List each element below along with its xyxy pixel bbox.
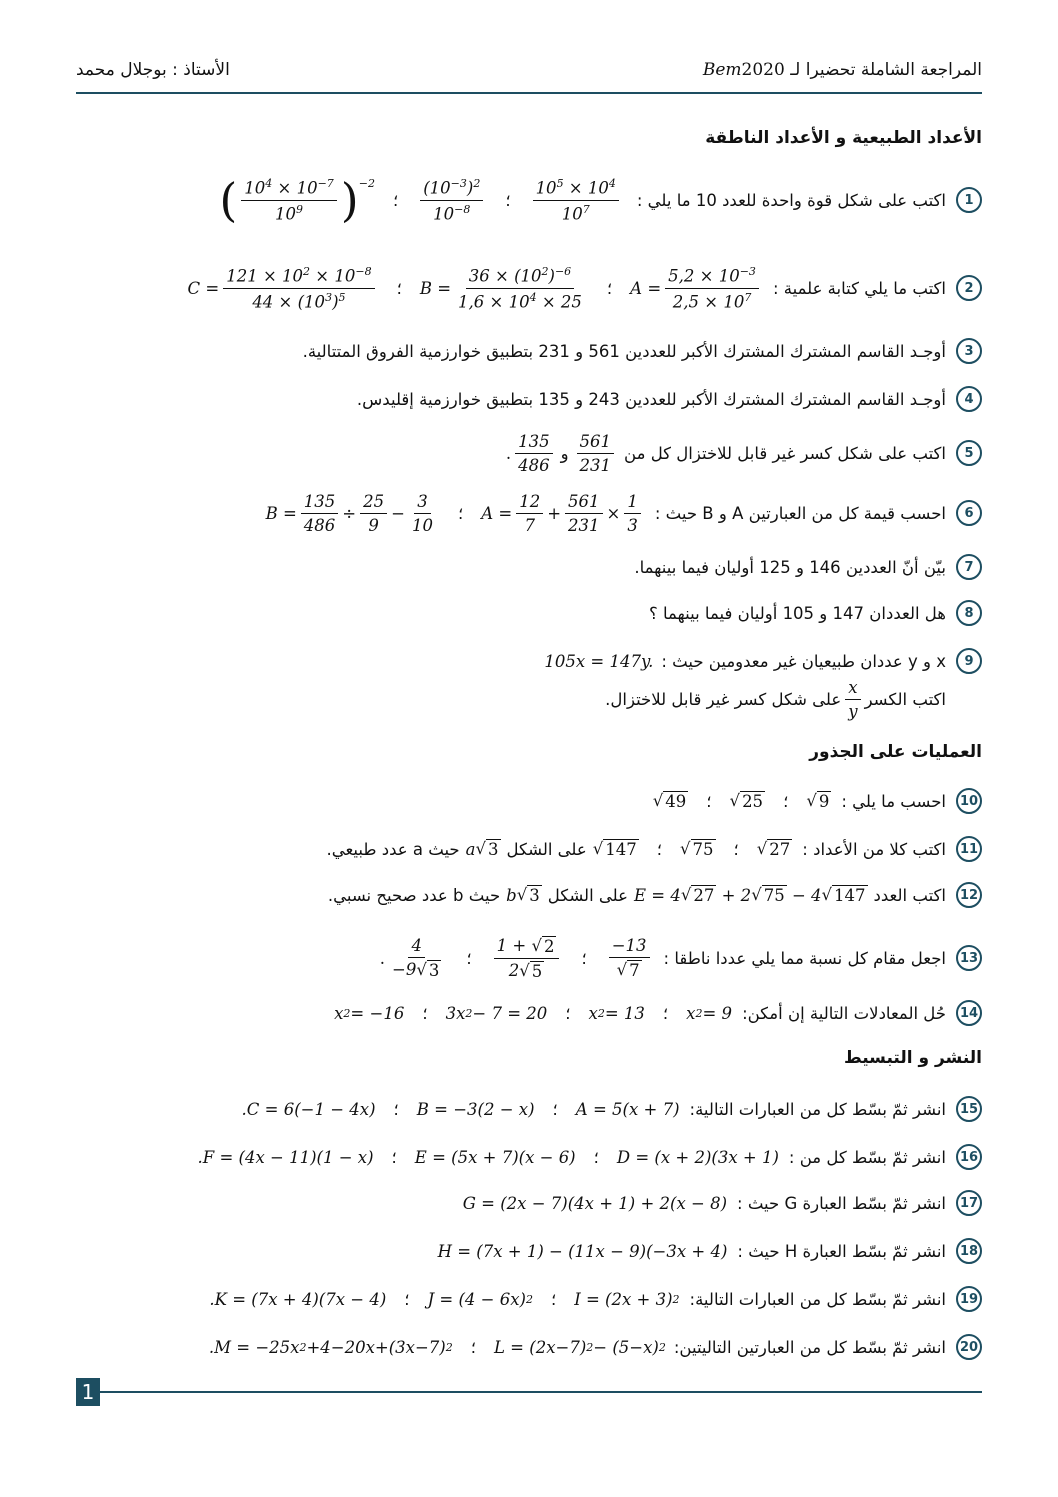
exercise-number: 20 [956, 1334, 982, 1360]
exercise-number: 9 [956, 648, 982, 674]
exercise-7: 7 بيّن أنّ العددين 146 و 125 أوليان فيما بينهما. [76, 552, 982, 582]
exercise-9: 9 x و y عددان طبيعيان غير معدومين حيث : 105x = 147y. [76, 646, 982, 676]
exercise-number: 18 [956, 1238, 982, 1264]
exercise-9-line-2: اكتب الكسر $\frac{x}{y}$ على شكل كسر غير قابل للاختزال. [605, 677, 946, 721]
exercise-number: 14 [956, 1000, 982, 1026]
exercise-8: 8 هل العددان 147 و 105 أوليان فيما بينهما ؟ [76, 598, 982, 628]
section-title-roots: العمليات على الجذور [809, 742, 982, 762]
exercise-14: 14 حُل المعادلات التالية إن أمكن: x 2 = −16 ؛ 3x 2 − 7 = 20 ؛ x 2 = 13 ؛ x 2 = 9 [76, 998, 982, 1028]
exercise-number: 4 [956, 386, 982, 412]
section-title-natural-rational: الأعداد الطبيعية و الأعداد الناطقة [705, 128, 982, 148]
document-title: المراجعة الشاملة تحضيرا لـ Bem2020 [702, 60, 982, 80]
exam-name: Bem [702, 60, 742, 80]
exercise-3: 3 أوجـد القاسم المشترك المشترك الأكبر للعددين 561 و 231 بتطبيق خوارزمية الفروق المتتالية. [76, 336, 982, 366]
exercise-10: 10 احسب ما يلي : √ 49 ؛ √ 25 ؛ √ 9 [76, 786, 982, 816]
section-title-expansion: النشر و التبسيط [844, 1048, 982, 1068]
exercise-number: 8 [956, 600, 982, 626]
exercise-16: 16 انشر ثمّ بسّط كل من : .F = (4x − 11)(1 − x) ؛ E = (5x + 7)(x − 6) ؛ D = (x + 2)(3x + 1) [76, 1142, 982, 1172]
exercise-5: 5 اكتب على شكل كسر غير قابل للاختزال كل من . $\frac{135}{486}$ و $\frac{561}{231}$ [76, 428, 982, 478]
exercise-17: 17 انشر ثمّ بسّط العبارة G حيث : G = (2x − 7)(4x + 1) + 2(x − 8) [76, 1188, 982, 1218]
teacher-name: الأستاذ : بوجلال محمد [76, 60, 230, 80]
header-divider [76, 92, 982, 94]
exercise-20: 20 انشر ثمّ بسّط كل من العبارتين التاليتين: .M = −25x 2 +4−20x+(3x−7) 2 ؛ L = (2x−7) 2 − (5−x) 2 [76, 1332, 982, 1362]
exercise-number: 19 [956, 1286, 982, 1312]
exercise-number: 16 [956, 1144, 982, 1170]
exercise-number: 13 [956, 945, 982, 971]
exercise-number: 11 [956, 836, 982, 862]
exercise-4: 4 أوجـد القاسم المشترك المشترك الأكبر للعددين 243 و 135 بتطبيق خوارزمية إقليدس. [76, 384, 982, 414]
exercise-number: 6 [956, 500, 982, 526]
exercise-number: 5 [956, 440, 982, 466]
footer-divider [100, 1391, 982, 1393]
exercise-2: 2 اكتب ما يلي كتابة علمية : C = $\frac{121 \times 10^2 \times 10^{-8}}{44 \times (10^3)^5}$ ؛ B = $\frac{36 \times (10^2)^{-6}}{1,6 \times 10^4 \times 25}$ ؛ A = $\frac{5,2 \times 10^{-3}}{2,5 \times 10^7}$ [76, 258, 982, 318]
exercise-number: 3 [956, 338, 982, 364]
exercise-11: 11 اكتب كلا من الأعداد : √ 147 ؛ √ 75 ؛ √ 27 على الشكل a √ 3 حيث a عدد طبيعي. [76, 834, 982, 864]
exercise-number: 1 [956, 187, 982, 213]
page-header [76, 60, 982, 88]
exercise-18: 18 انشر ثمّ بسّط العبارة H حيث : H = (7x + 1) − (11x − 9)(−3x + 4) [76, 1236, 982, 1266]
exercise-number: 2 [956, 275, 982, 301]
page-number: 1 [76, 1378, 100, 1406]
exercise-1: 1 اكتب على شكل قوة واحدة للعدد 10 ما يلي : ( $\frac{10^4 \times 10^{-7}}{10^9}$ ) $^{-2}$ ؛ $\frac{(10^{-3})^2}{10^{-8}}$ ؛ $\frac{10^5 \times 10^4}{10^7}$ [76, 172, 982, 228]
exercise-number: 15 [956, 1096, 982, 1122]
exercise-number: 7 [956, 554, 982, 580]
exercise-6: 6 احسب قيمة كل من العبارتين A و B حيث : B = $\frac{135}{486}$ ÷ $\frac{25}{9}$ − $\frac{3}{10}$ ؛ A = $\frac{12}{7}$ + $\frac{561}{231}$ × $\frac{1}{3}$ [76, 488, 982, 538]
exercise-15: 15 انشر ثمّ بسّط كل من العبارات التالية: .C = 6(−1 − 4x) ؛ B = −3(2 − x) ؛ A = 5(x + 7) [76, 1094, 982, 1124]
exercise-number: 10 [956, 788, 982, 814]
exercise-13: 13 اجعل مقام كل نسبة مما يلي عددا ناطقا : . 4 −9 √ 3 ؛ 1 + √ 2 2 √ 5 ؛ −13 √ 7 [76, 928, 982, 988]
exercise-number: 12 [956, 882, 982, 908]
exercise-12: 12 اكتب العدد E = 4 √ 27 + 2 √ 75 − 4 √ 147 على الشكل b √ 3 حيث b عدد صحيح نسبي. [76, 880, 982, 910]
exercise-number: 17 [956, 1190, 982, 1216]
exercise-19: 19 انشر ثمّ بسّط كل من العبارات التالية: .K = (7x + 4)(7x − 4) ؛ J = (4 − 6x) 2 ؛ I = (2x + 3) 2 [76, 1284, 982, 1314]
